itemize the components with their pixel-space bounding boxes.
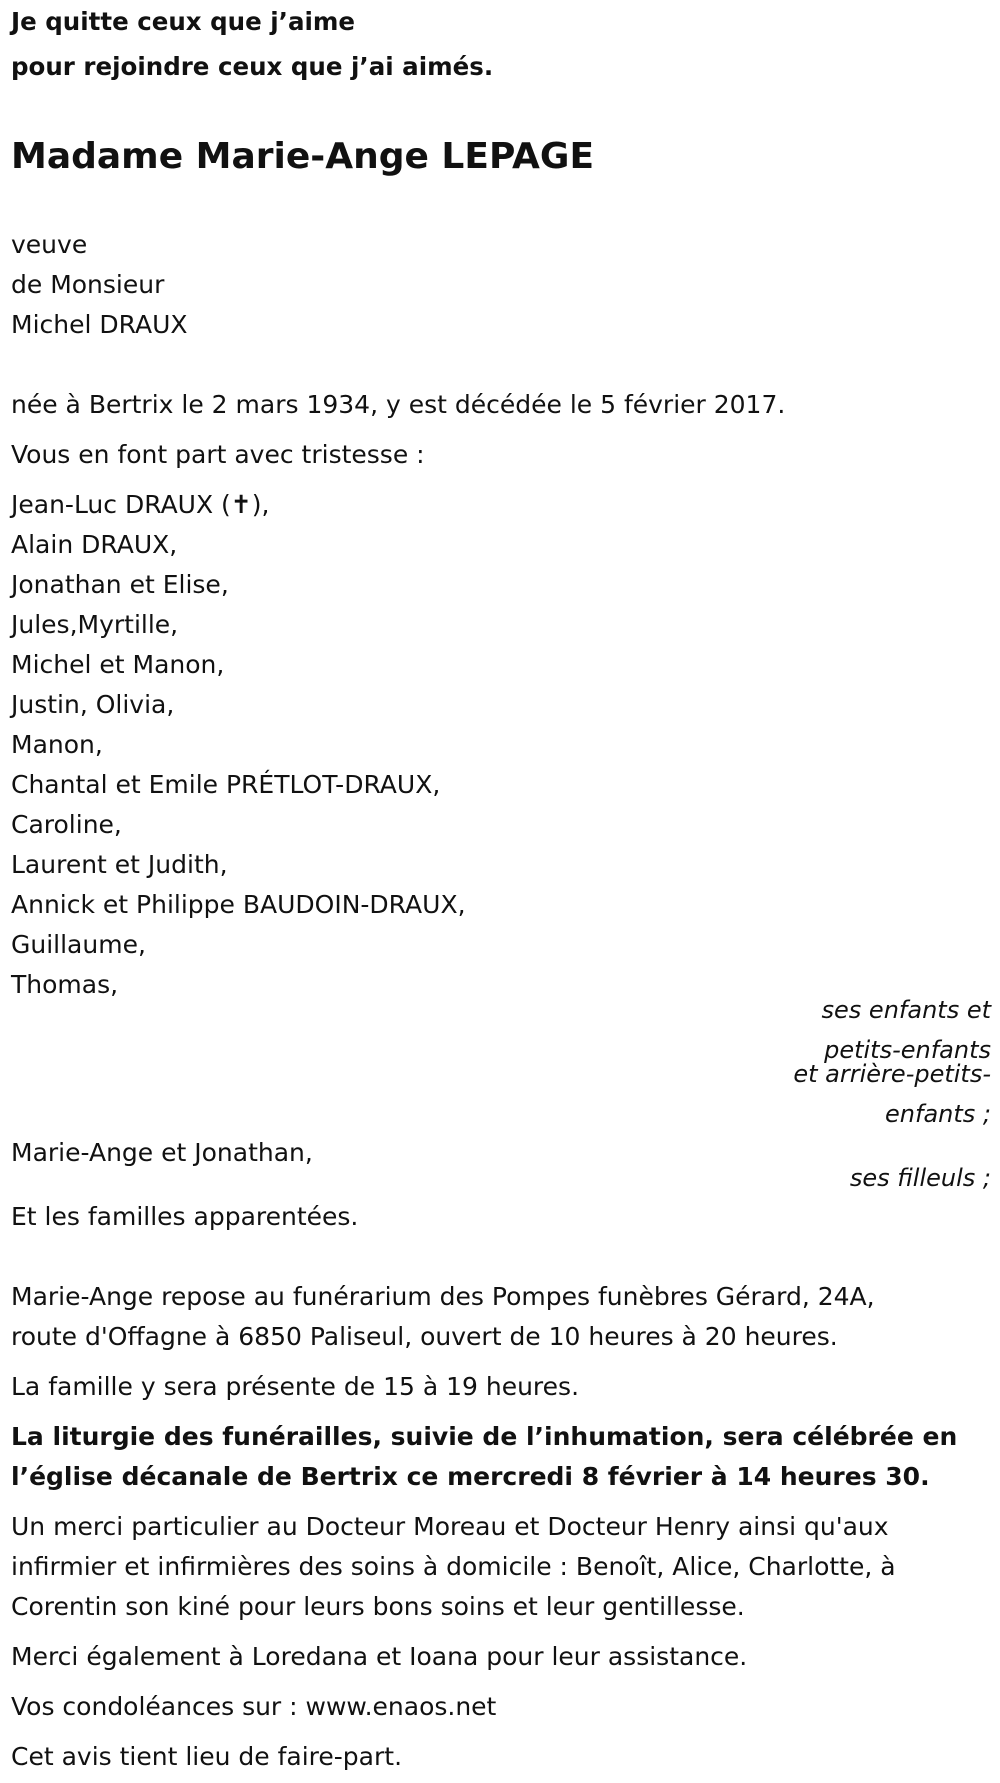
funerarium-line-1: Marie-Ange repose au funérarium des Pompes funèbres Gérard, 24A, xyxy=(11,1282,875,1311)
birth-death: née à Bertrix le 2 mars 1934, y est décédée le 5 février 2017. xyxy=(11,390,786,419)
thanks-line-3: Corentin son kiné pour leurs bons soins et leur gentillesse. xyxy=(11,1592,745,1621)
relation-godchildren: ses filleuls ; xyxy=(849,1164,991,1192)
family-member: Manon, xyxy=(11,730,103,759)
thanks-assistance: Merci également à Loredana et Ioana pour leur assistance. xyxy=(11,1642,748,1671)
closing-note: Cet avis tient lieu de faire-part. xyxy=(11,1742,403,1771)
relation-children-line-3: et arrière-petits- xyxy=(793,1060,991,1088)
related-families: Et les familles apparentées. xyxy=(11,1202,359,1231)
spouse-line-2: de Monsieur xyxy=(11,270,165,299)
godchildren: Marie-Ange et Jonathan, xyxy=(11,1138,313,1167)
thanks-line-1: Un merci particulier au Docteur Moreau et Docteur Henry ainsi qu'aux xyxy=(11,1512,889,1541)
family-member: Chantal et Emile PRÉTLOT-DRAUX, xyxy=(11,770,441,799)
family-member: Alain DRAUX, xyxy=(11,530,178,559)
epigraph-line-1: Je quitte ceux que j’aime xyxy=(11,7,356,36)
liturgy-line-1: La liturgie des funérailles, suivie de l’inhumation, sera célébrée en xyxy=(11,1422,958,1451)
family-member: Jules,Myrtille, xyxy=(11,610,179,639)
family-member: Justin, Olivia, xyxy=(11,690,175,719)
family-member: Laurent et Judith, xyxy=(11,850,228,879)
family-presence: La famille y sera présente de 15 à 19 heures. xyxy=(11,1372,580,1401)
family-member: Guillaume, xyxy=(11,930,146,959)
funerarium-line-2: route d'Offagne à 6850 Paliseul, ouvert de 10 heures à 20 heures. xyxy=(11,1322,838,1351)
relation-children-line-1: ses enfants et xyxy=(821,996,991,1024)
deceased-name: Madame Marie-Ange LEPAGE xyxy=(11,136,595,177)
family-member: Annick et Philippe BAUDOIN-DRAUX, xyxy=(11,890,466,919)
announce-intro: Vous en font part avec tristesse : xyxy=(11,440,425,469)
relation-children-line-2: petits-enfants xyxy=(824,1036,991,1064)
condolences: Vos condoléances sur : www.enaos.net xyxy=(11,1692,497,1721)
thanks-line-2: infirmier et infirmières des soins à domicile : Benoît, Alice, Charlotte, à xyxy=(11,1552,896,1581)
family-member: Jonathan et Elise, xyxy=(11,570,229,599)
spouse-line-1: veuve xyxy=(11,230,88,259)
spouse-line-3: Michel DRAUX xyxy=(11,310,188,339)
family-member: Jean-Luc DRAUX (✝), xyxy=(11,490,270,519)
liturgy-line-2: l’église décanale de Bertrix ce mercredi 8 février à 14 heures 30. xyxy=(11,1462,930,1491)
family-member: Caroline, xyxy=(11,810,122,839)
family-member: Michel et Manon, xyxy=(11,650,225,679)
epigraph-line-2: pour rejoindre ceux que j’ai aimés. xyxy=(11,52,494,81)
relation-children-line-4: enfants ; xyxy=(885,1100,991,1128)
family-member: Thomas, xyxy=(11,970,119,999)
